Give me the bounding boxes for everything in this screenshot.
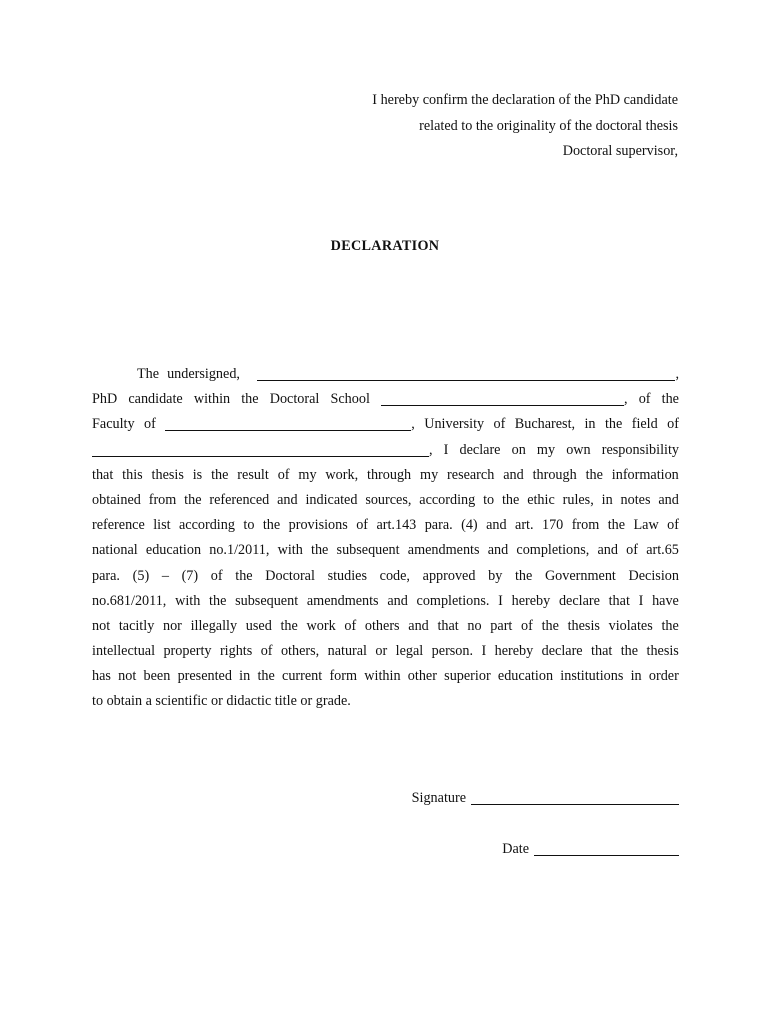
word: and <box>387 592 408 609</box>
word: work, <box>325 466 359 483</box>
word: art.143 <box>376 517 417 534</box>
word: is <box>192 466 203 483</box>
word: code, <box>379 567 410 584</box>
word: Doctoral <box>265 567 315 584</box>
word: that <box>437 617 459 634</box>
word: hereby <box>511 592 551 609</box>
word: of <box>667 517 679 534</box>
declaration-body <box>92 362 679 715</box>
confirmation-line-3: Doctoral supervisor, <box>562 143 678 159</box>
word: and <box>277 491 298 508</box>
word: to <box>483 491 495 508</box>
word: has <box>92 668 111 685</box>
word: Decision <box>628 567 679 584</box>
word: national <box>92 542 138 559</box>
word: tacitly <box>118 617 155 634</box>
body-line-11 <box>92 614 679 639</box>
word: that <box>608 592 630 609</box>
word: , <box>411 416 415 433</box>
word: the <box>541 617 559 634</box>
word: the <box>585 466 603 483</box>
word: the <box>184 491 202 508</box>
word: within <box>364 668 401 685</box>
body-line-9 <box>92 564 679 589</box>
word: person. <box>431 643 474 660</box>
word: para. <box>92 567 120 584</box>
word: completions, <box>516 542 590 559</box>
word: (4) <box>461 517 478 534</box>
word: on <box>511 441 526 458</box>
faculty-blank-field[interactable] <box>165 429 411 431</box>
word: presented <box>177 668 232 685</box>
word: the <box>241 391 259 408</box>
word: been <box>143 668 171 685</box>
body-line-8 <box>92 538 679 563</box>
word: superior <box>444 668 491 685</box>
body-line-14: to obtain a scientific or didactic title or grade. <box>92 693 351 710</box>
word: responsibility <box>601 441 679 458</box>
word: I <box>481 643 487 660</box>
word: nor <box>162 617 182 634</box>
date-label: Date <box>502 841 529 857</box>
word: the <box>620 643 639 660</box>
word: sources, <box>365 491 412 508</box>
word: no.1/2011, <box>209 542 270 559</box>
signature-row <box>412 790 679 807</box>
word: – <box>161 567 169 584</box>
word: order <box>648 668 679 685</box>
doctoral-school-blank-field[interactable] <box>381 404 624 406</box>
supervisor-confirmation <box>372 88 678 165</box>
word: thesis <box>151 466 184 483</box>
word: , <box>429 441 433 458</box>
word: obtained <box>92 491 141 508</box>
word: and <box>597 542 618 559</box>
word: have <box>652 592 679 609</box>
word: notes <box>620 491 651 508</box>
body-line-2 <box>92 387 679 412</box>
word: by <box>488 567 503 584</box>
word: University <box>424 416 485 433</box>
word: declare <box>459 441 501 458</box>
word: the <box>604 416 623 433</box>
word: the <box>661 617 679 634</box>
word: undersigned, <box>167 366 240 382</box>
word: the <box>607 517 626 534</box>
word: studies <box>327 567 367 584</box>
word: my <box>420 466 439 483</box>
word: current <box>282 668 323 685</box>
word: property <box>163 643 212 660</box>
word: of <box>277 466 290 483</box>
word: I <box>638 592 644 609</box>
body-line-5 <box>92 463 679 488</box>
word: the <box>262 517 281 534</box>
word: I <box>443 441 449 458</box>
word: that <box>591 643 613 660</box>
word: not <box>118 668 137 685</box>
word: to <box>243 517 255 534</box>
signature-blank-field[interactable] <box>471 803 679 805</box>
word: approved <box>422 567 476 584</box>
word: form <box>329 668 358 685</box>
word: this <box>122 466 143 483</box>
word: ethic <box>527 491 555 508</box>
word: from <box>148 491 177 508</box>
word: and <box>658 491 679 508</box>
date-blank-field[interactable] <box>534 854 679 856</box>
body-line-4 <box>92 438 679 463</box>
word: and <box>408 617 429 634</box>
body-line-13 <box>92 664 679 689</box>
word: legal <box>395 643 424 660</box>
word: and <box>486 517 507 534</box>
word: of <box>260 643 273 660</box>
word: or <box>375 643 388 660</box>
word: my <box>536 441 556 458</box>
confirmation-line-1: I hereby confirm the declaration of the PhD candidate <box>372 92 678 108</box>
word: the <box>280 617 298 634</box>
word: amendments <box>407 542 480 559</box>
word: para. <box>424 517 453 534</box>
word: the <box>661 391 679 408</box>
word: result <box>237 466 269 483</box>
word: rights <box>219 643 253 660</box>
word: the <box>501 491 520 508</box>
word: referenced <box>209 491 270 508</box>
word: violates <box>608 617 653 634</box>
word: rules, <box>562 491 594 508</box>
word: the <box>235 567 253 584</box>
body-line-12 <box>92 639 679 664</box>
word: of <box>521 617 533 634</box>
word: (7) <box>181 567 199 584</box>
word: and <box>503 466 524 483</box>
word: indicated <box>305 491 358 508</box>
word: with <box>277 542 303 559</box>
word: with <box>175 592 201 609</box>
word: from <box>571 517 600 534</box>
word: my <box>298 466 317 483</box>
word: in <box>584 416 596 433</box>
word: education <box>497 668 554 685</box>
word: subsequent <box>235 592 299 609</box>
word: used <box>245 617 272 634</box>
word: Government <box>544 567 616 584</box>
word: in <box>601 491 613 508</box>
word: of <box>667 416 679 433</box>
word: School <box>330 391 370 408</box>
word: 170 <box>541 517 564 534</box>
word: art. <box>515 517 534 534</box>
word: subsequent <box>336 542 400 559</box>
word: information <box>611 466 679 483</box>
word: thesis <box>567 617 600 634</box>
word: that <box>92 466 114 483</box>
word: not <box>92 617 111 634</box>
word: work <box>306 617 336 634</box>
word: natural <box>327 643 367 660</box>
word: through <box>532 466 577 483</box>
word: others <box>364 617 400 634</box>
word: of <box>210 567 223 584</box>
body-line-6 <box>92 488 679 513</box>
word: the <box>514 567 533 584</box>
word: other <box>407 668 437 685</box>
word: no.681/2011, <box>92 592 167 609</box>
word: Doctoral <box>269 391 320 408</box>
confirmation-line-2: related to the originality of the doctoral thesis <box>419 117 678 134</box>
word: completions. <box>416 592 490 609</box>
body-line-3 <box>92 412 679 437</box>
word: reference <box>92 517 145 534</box>
word: in <box>630 668 642 685</box>
word: provisions <box>288 517 348 534</box>
word: candidate <box>128 391 183 408</box>
word: Law <box>633 517 659 534</box>
word: others, <box>280 643 320 660</box>
signature-label: Signature <box>411 790 466 806</box>
document-title: DECLARATION <box>330 238 440 254</box>
word: and <box>487 542 509 559</box>
word: according <box>419 491 476 508</box>
word: (5) <box>132 567 150 584</box>
word: intellectual <box>92 643 156 660</box>
word: of <box>143 416 156 433</box>
word: The <box>137 366 160 382</box>
word: in <box>239 668 251 685</box>
word: thesis <box>646 643 679 660</box>
word: , <box>624 391 628 408</box>
word: field <box>631 416 658 433</box>
word: I <box>498 592 503 609</box>
word: Bucharest, <box>514 416 576 433</box>
word: the <box>211 466 229 483</box>
name-blank-field[interactable] <box>257 379 675 381</box>
word: research <box>447 466 495 483</box>
word: list <box>153 517 171 534</box>
word: no <box>467 617 482 634</box>
word: art.65 <box>646 542 679 559</box>
word: the <box>311 542 329 559</box>
word: according <box>179 517 235 534</box>
word: PhD <box>92 391 118 408</box>
word: Faculty <box>92 416 135 433</box>
word: through <box>367 466 412 483</box>
body-line-1 <box>92 362 679 387</box>
word: amendments <box>306 592 379 609</box>
body-line-10 <box>92 589 679 614</box>
word: of <box>493 416 506 433</box>
word: , <box>675 366 679 382</box>
word: declare <box>541 643 583 660</box>
word: of <box>626 542 638 559</box>
word: own <box>566 441 591 458</box>
word: part <box>490 617 513 634</box>
word: of <box>638 391 651 408</box>
field-of-study-blank-field[interactable] <box>92 455 429 457</box>
body-line-7 <box>92 513 679 538</box>
word: within <box>193 391 231 408</box>
word: declare <box>558 592 600 609</box>
word: hereby <box>494 643 534 660</box>
word: of <box>356 517 369 534</box>
word: the <box>209 592 227 609</box>
word: education <box>145 542 202 559</box>
word: the <box>257 668 275 685</box>
word: of <box>344 617 357 634</box>
word: institutions <box>560 668 624 685</box>
word: illegally <box>190 617 238 634</box>
date-row <box>502 841 679 858</box>
